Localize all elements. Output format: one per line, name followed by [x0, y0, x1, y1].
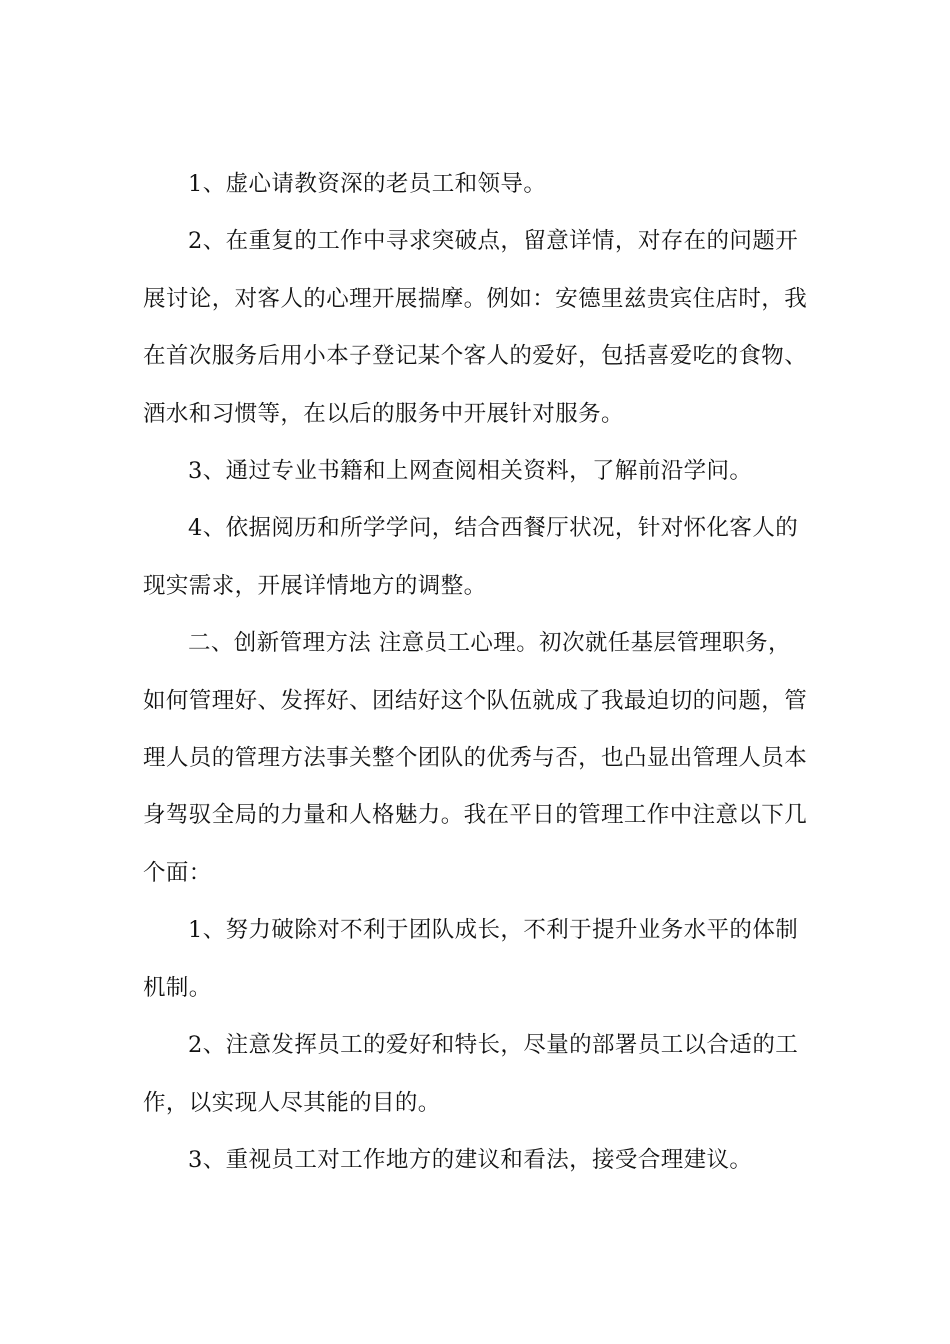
text-line: 4、依据阅历和所学学问，结合西餐厅状况，针对怀化客人的 [188, 515, 799, 542]
text-line: 个面： [143, 859, 212, 886]
text-line: 机制。 [143, 974, 212, 1001]
text-line: 现实需求，开展详情地方的调整。 [143, 572, 487, 599]
text-line: 1、努力破除对不利于团队成长，不利于提升业务水平的体制 [188, 917, 799, 944]
text-line: 二、创新管理方法 注意员工心理。初次就任基层管理职务， [188, 630, 791, 657]
paragraph-8 [143, 1132, 807, 1189]
paragraph-1 [143, 156, 807, 213]
text-line: 1、虚心请教资深的老员工和领导。 [188, 171, 547, 197]
text-line: 展讨论，对客人的心理开展揣摩。例如：安德里兹贵宾住店时，我 [143, 285, 808, 312]
text-line: 2、在重复的工作中寻求突破点，留意详情，对存在的问题开 [188, 228, 799, 255]
text-line: 如何管理好、发挥好、团结好这个队伍就成了我最迫切的问题，管 [143, 687, 808, 714]
text-line: 2、注意发挥员工的爱好和特长，尽量的部署员工以合适的工 [188, 1032, 799, 1059]
paragraph-3 [143, 443, 807, 500]
paragraph-7 [143, 1017, 807, 1132]
paragraph-2 [143, 213, 807, 443]
text-line: 身驾驭全局的力量和人格魅力。我在平日的管理工作中注意以下几 [143, 802, 808, 829]
paragraph-6 [143, 902, 807, 1017]
text-line: 在首次服务后用小本子登记某个客人的爱好，包括喜爱吃的食物、 [143, 343, 808, 370]
text-line: 3、重视员工对工作地方的建议和看法，接受合理建议。 [188, 1146, 753, 1173]
text-line: 理人员的管理方法事关整个团队的优秀与否，也凸显出管理人员本 [143, 745, 808, 772]
paragraph-5 [143, 615, 807, 902]
paragraph-4 [143, 500, 807, 615]
text-line: 3、通过专业书籍和上网查阅相关资料，了解前沿学问。 [188, 458, 753, 485]
text-line: 酒水和习惯等，在以后的服务中开展针对服务。 [143, 400, 624, 427]
text-line: 作，以实现人尽其能的目的。 [143, 1089, 441, 1116]
document-body [143, 156, 807, 1189]
